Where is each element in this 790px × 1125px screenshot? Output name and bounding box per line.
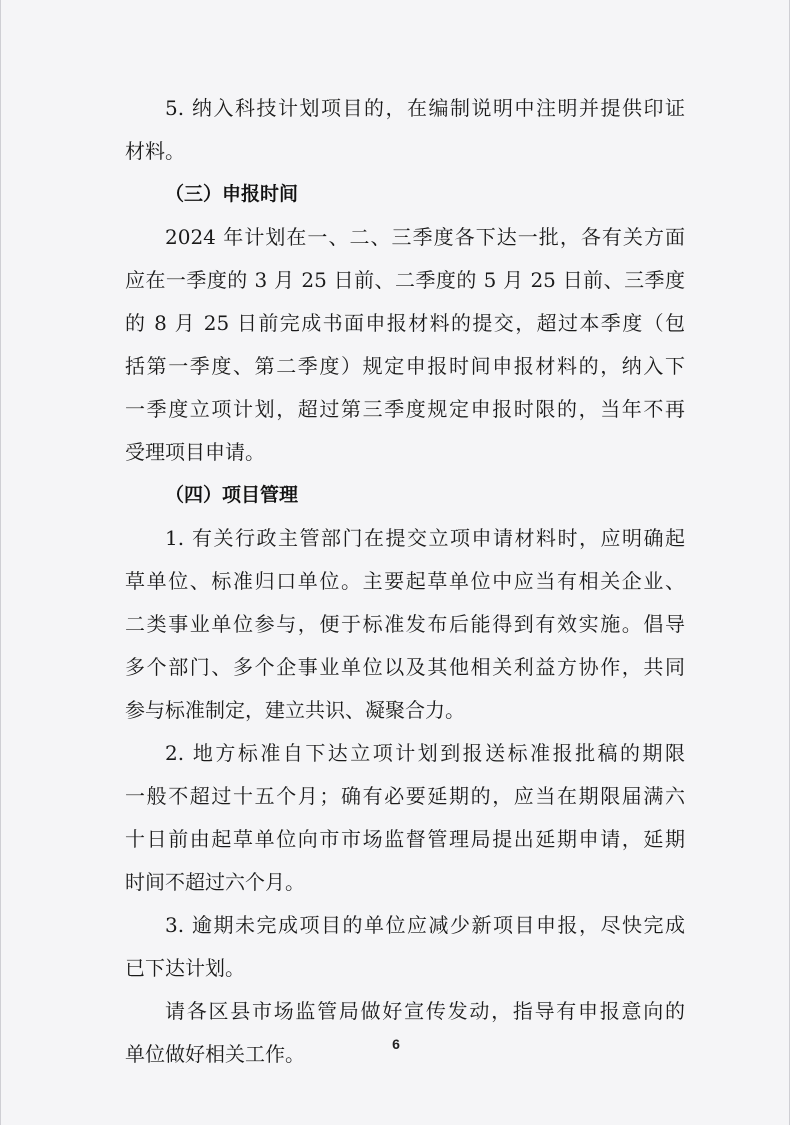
item5-line: 材料。 [125,139,185,163]
section4-item1-line: 二类事业单位参与，便于标准发布后能得到有效实施。倡导 [125,612,685,636]
section3-paragraph-line: 应在一季度的 3 月 25 日前、二季度的 5 月 25 日前、三季度 [125,268,685,292]
section3-heading: （三）申报时间 [165,183,299,205]
section4-item1-line: 草单位、标准归口单位。主要起草单位中应当有相关企业、 [125,569,685,593]
section4-heading: （四）项目管理 [165,484,299,506]
section3-paragraph-line: 2024 年计划在一、二、三季度各下达一批，各有关方面 [165,225,685,249]
section3-paragraph-line: 受理项目申请。 [125,440,265,464]
closing-line: 请各区县市场监管局做好宣传发动，指导有申报意向的 [165,999,685,1023]
section3-paragraph-line: 的 8 月 25 日前完成书面申报材料的提交，超过本季度（包 [125,311,685,335]
section3-paragraph-line: 一季度立项计划，超过第三季度规定申报时限的，当年不再 [125,397,685,421]
section3-paragraph-line: 括第一季度、第二季度）规定申报时间申报材料的，纳入下 [125,354,685,378]
section4-item2-line: 一般不超过十五个月；确有必要延期的，应当在期限届满六 [125,784,685,808]
section4-item2-line: 2. 地方标准自下达立项计划到报送标准报批稿的期限 [165,741,685,765]
item5-line: 5. 纳入科技计划项目的，在编制说明中注明并提供印证 [165,96,685,120]
section4-item2-line: 十日前由起草单位向市市场监督管理局提出延期申请，延期 [125,827,685,851]
document-body [125,87,685,1076]
closing-line: 单位做好相关工作。 [125,1042,305,1066]
section4-item3-line: 3. 逾期未完成项目的单位应减少新项目申报，尽快完成 [165,913,685,937]
page-number: 6 [392,1036,400,1052]
section4-item2-line: 时间不超过六个月。 [125,870,305,894]
section4-item1-line: 参与标准制定，建立共识、凝聚合力。 [125,698,465,722]
section4-item1-line: 多个部门、多个企事业单位以及其他相关利益方协作，共同 [125,655,685,679]
section4-item1-line: 1. 有关行政主管部门在提交立项申请材料时，应明确起 [165,526,685,550]
section4-item3-line: 已下达计划。 [125,956,245,980]
